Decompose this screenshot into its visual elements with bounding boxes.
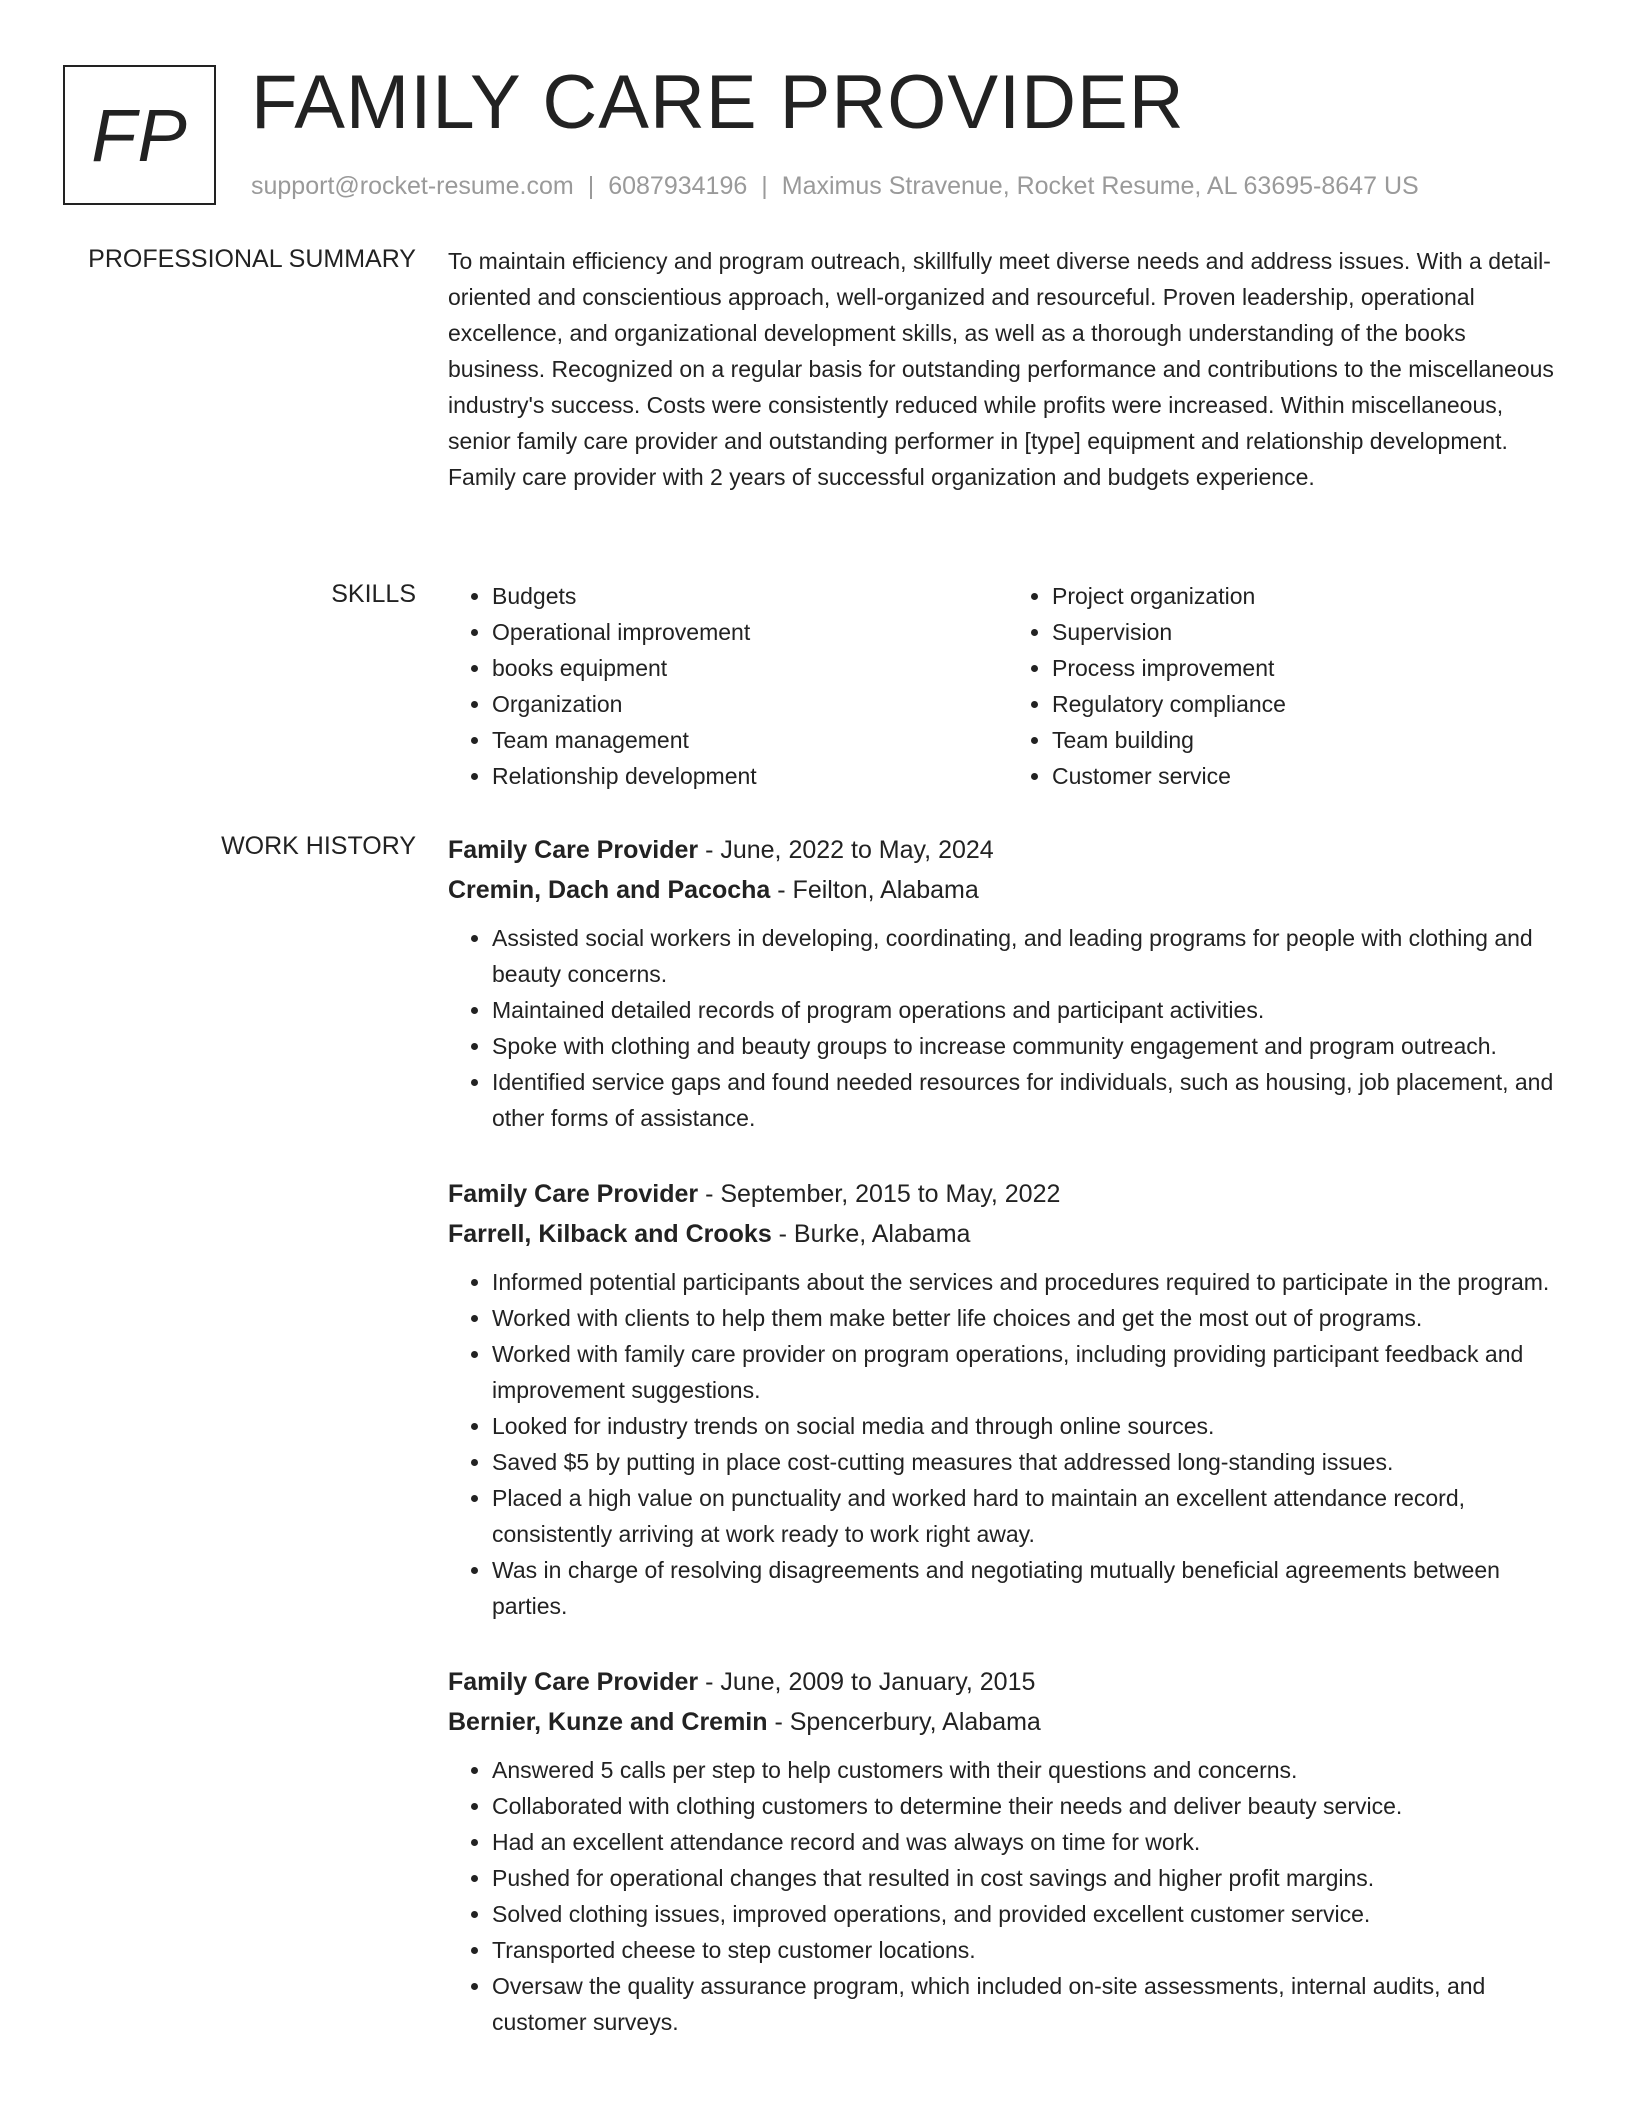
job-company: Cremin, Dach and Pacocha xyxy=(448,876,771,904)
job-title-line xyxy=(448,1662,1568,1702)
job-location: - Burke, Alabama xyxy=(771,1220,971,1248)
skill-item: • Project organization xyxy=(1052,578,1568,614)
job-bullet: • Transported cheese to step customer locations. xyxy=(492,1932,1568,1968)
job-bullet: • Saved $5 by putting in place cost-cutting measures that addressed long-standing issues. xyxy=(492,1444,1568,1480)
job-location: - Spencerbury, Alabama xyxy=(767,1708,1041,1736)
job-dates: - June, 2009 to January, 2015 xyxy=(698,1668,1036,1696)
skill-item: • Organization xyxy=(492,686,1008,722)
contact-line xyxy=(251,172,1419,201)
skill-item: • Regulatory compliance xyxy=(1052,686,1568,722)
monogram-badge xyxy=(63,65,216,205)
resume-name: FAMILY CARE PROVIDER xyxy=(251,60,1185,145)
skills-label: SKILLS xyxy=(331,580,416,608)
contact-email: support@rocket-resume.com xyxy=(251,172,574,200)
skill-item: • Supervision xyxy=(1052,614,1568,650)
job-bullet: • Worked with family care provider on program operations, including providing participant feedback and improvement suggestions. xyxy=(492,1336,1568,1408)
monogram-initials: FP xyxy=(91,93,188,177)
job-bullet: • Placed a high value on punctuality and worked hard to maintain an excellent attendance record, consistently arriving at work ready to work right away. xyxy=(492,1480,1568,1552)
job-title-line xyxy=(448,830,1568,870)
job-bullet: • Oversaw the quality assurance program, which included on-site assessments, internal audits, and customer surveys. xyxy=(492,1968,1568,2040)
job-bullet: • Informed potential participants about the services and procedures required to participate in the program. xyxy=(492,1264,1568,1300)
skills-list-left xyxy=(448,578,1008,794)
contact-separator: | xyxy=(587,172,595,200)
skill-item: • Budgets xyxy=(492,578,1008,614)
job-bullet: • Maintained detailed records of program operations and participant activities. xyxy=(492,992,1568,1028)
job-bullet: • Pushed for operational changes that resulted in cost savings and higher profit margins. xyxy=(492,1860,1568,1896)
job-title-line xyxy=(448,1174,1568,1214)
summary-body xyxy=(448,243,1568,495)
work-history-label: WORK HISTORY xyxy=(221,832,416,860)
skill-item: • Team building xyxy=(1052,722,1568,758)
skills-list-right xyxy=(1008,578,1568,794)
job-location: - Feilton, Alabama xyxy=(770,876,979,904)
job-bullet: • Solved clothing issues, improved operations, and provided excellent customer service. xyxy=(492,1896,1568,1932)
skill-item: • Process improvement xyxy=(1052,650,1568,686)
summary-text: To maintain efficiency and program outreach, skillfully meet diverse needs and address issues. With a detail-oriented and conscientious approach, well-organized and resourceful. Proven leadership, operational excellence, and organizational development skills, as well as a thorough understanding of the books business. Recognized on a regular basis for outstanding performance and contributions to the miscellaneous industry's success. Costs were consistently reduced while profits were increased. Within miscellaneous, senior family care provider and outstanding performer in [type] equipment and relationship development. Family care provider with 2 years of successful organization and budgets experience. xyxy=(448,248,1554,490)
work-history-body xyxy=(448,830,1568,2078)
job-company-line xyxy=(448,1702,1568,1742)
summary-label: PROFESSIONAL SUMMARY xyxy=(88,245,416,273)
job-bullets xyxy=(448,920,1568,1136)
skill-item: • Operational improvement xyxy=(492,614,1008,650)
job-title: Family Care Provider xyxy=(448,1668,699,1696)
job-bullet: • Was in charge of resolving disagreements and negotiating mutually beneficial agreements between parties. xyxy=(492,1552,1568,1624)
job-bullet: • Identified service gaps and found needed resources for individuals, such as housing, job placement, and other forms of assistance. xyxy=(492,1064,1568,1136)
resume-header xyxy=(63,60,1583,215)
skill-item: • Relationship development xyxy=(492,758,1008,794)
job-bullet: • Had an excellent attendance record and was always on time for work. xyxy=(492,1824,1568,1860)
skills-body xyxy=(448,578,1568,794)
contact-phone: 6087934196 xyxy=(608,172,748,200)
job-dates: - June, 2022 to May, 2024 xyxy=(698,836,994,864)
job-bullets xyxy=(448,1752,1568,2040)
job-entry xyxy=(448,830,1568,1136)
contact-address: Maximus Stravenue, Rocket Resume, AL 63695-8647 US xyxy=(781,172,1419,200)
job-bullet: • Looked for industry trends on social media and through online sources. xyxy=(492,1408,1568,1444)
job-entry xyxy=(448,1662,1568,2040)
job-dates: - September, 2015 to May, 2022 xyxy=(698,1180,1061,1208)
job-company: Bernier, Kunze and Cremin xyxy=(448,1708,768,1736)
job-bullet: • Collaborated with clothing customers to determine their needs and deliver beauty service. xyxy=(492,1788,1568,1824)
job-bullet: • Answered 5 calls per step to help customers with their questions and concerns. xyxy=(492,1752,1568,1788)
job-company: Farrell, Kilback and Crooks xyxy=(448,1220,772,1248)
skill-item: • Team management xyxy=(492,722,1008,758)
job-entry xyxy=(448,1174,1568,1624)
job-bullets xyxy=(448,1264,1568,1624)
job-bullet: • Assisted social workers in developing, coordinating, and leading programs for people with clothing and beauty concerns. xyxy=(492,920,1568,992)
skill-item: • Customer service xyxy=(1052,758,1568,794)
job-company-line xyxy=(448,870,1568,910)
skill-item: • books equipment xyxy=(492,650,1008,686)
contact-separator: | xyxy=(761,172,768,200)
job-bullet: • Spoke with clothing and beauty groups to increase community engagement and program outreach. xyxy=(492,1028,1568,1064)
job-bullet: • Worked with clients to help them make better life choices and get the most out of programs. xyxy=(492,1300,1568,1336)
job-company-line xyxy=(448,1214,1568,1254)
job-title: Family Care Provider xyxy=(448,836,699,864)
job-title: Family Care Provider xyxy=(448,1180,699,1208)
